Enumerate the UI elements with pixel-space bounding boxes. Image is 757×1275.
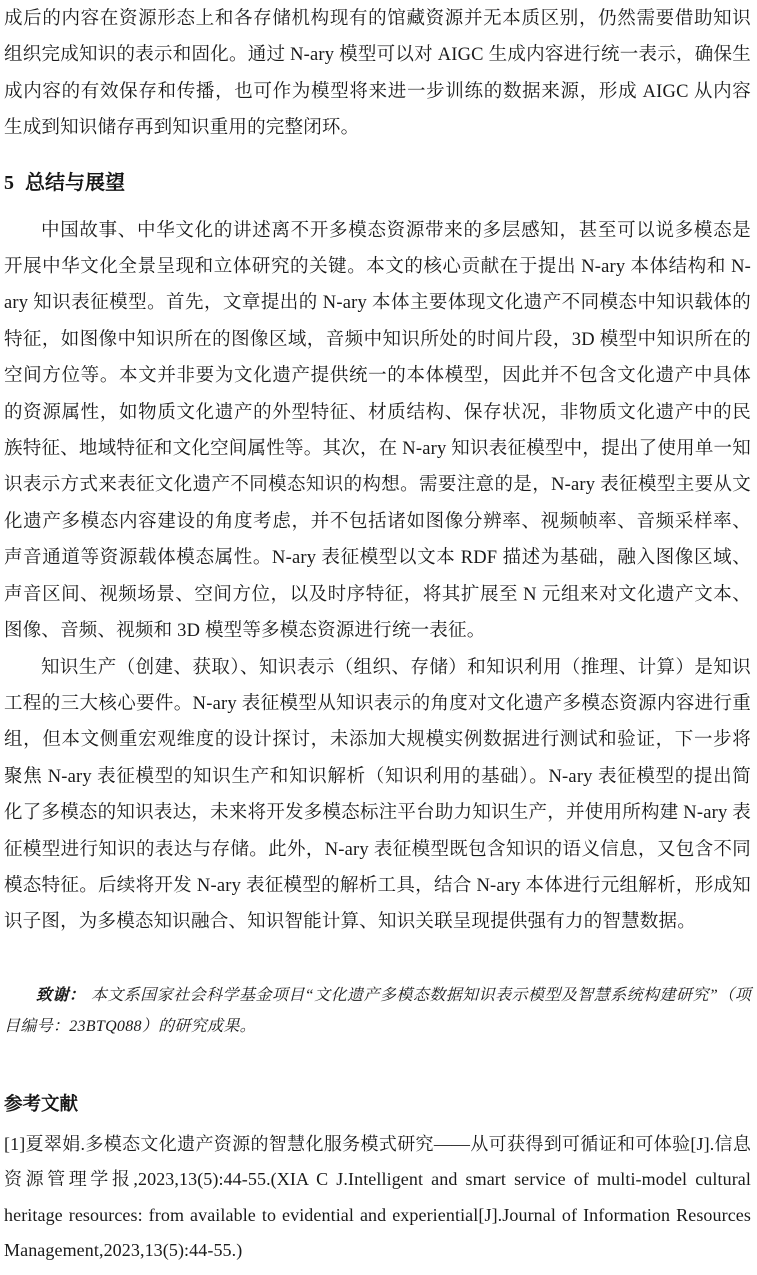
section-title: 总结与展望: [25, 171, 125, 194]
reference-entry-1: [1]夏翠娟.多模态文化遗产资源的智慧化服务模式研究——从可获得到可循证和可体验[J].信息资源管理学报,2023,13(5):44-55.(XIA C J.Intelligent and smart service of multi-model cultural heritage resources: from available to evidential and experiential[J].Journal of Information Resources Management,2023,13(5):44-55.): [4, 1133, 751, 1261]
acknowledgement-label: 致谢：: [36, 986, 86, 1004]
paragraph-summary-2: 知识生产（创建、获取）、知识表示（组织、存储）和知识利用（推理、计算）是知识工程的三大核心要件。N-ary 表征模型从知识表示的角度对文化遗产多模态资源内容进行重组，但本文侧重宏观维度的设计探讨，未添加大规模实例数据进行测试和验证，下一步将聚焦 N-ary 表征模型的知识生产和知识解析（知识利用的基础）。N-ary 表征模型的提出简化了多模态的知识表达，未来将开发多模态标注平台助力知识生产，并使用所构建 N-ary 表征模型进行知识的表达与存储。此外，N-ary 表征模型既包含知识的语义信息，又包含不同模态特征。后续将开发 N-ary 表征模型的解析工具，结合 N-ary 本体进行元组解析，形成知识子图，为多模态知识融合、知识智能计算、知识关联呈现提供强有力的智慧数据。: [4, 657, 751, 933]
paragraph-aigc-continuation: 成后的内容在资源形态上和各存储机构现有的馆藏资源并无本质区别，仍然需要借助知识组织完成知识的表示和固化。通过 N-ary 模型可以对 AIGC 生成内容进行统一表示，确保生成内容的有效保存和传播，也可作为模型将来进一步训练的数据来源，形成 AIGC 从内容生成到知识储存再到知识重用的完整闭环。: [4, 9, 751, 139]
paragraph-summary-1: 中国故事、中华文化的讲述离不开多模态资源带来的多层感知，甚至可以说多模态是开展中华文化全景呈现和立体研究的关键。本文的核心贡献在于提出 N-ary 本体结构和 N-ary 知识表征模型。首先，文章提出的 N-ary 本体主要体现文化遗产不同模态中知识载体的特征，如图像中知识所在的图像区域，音频中知识所处的时间片段，3D 模型中知识所在的空间方位等。本文并非要为文化遗产提供统一的本体模型，因此并不包含文化遗产中具体的资源属性，如物质文化遗产的外型特征、材质结构、保存状况，非物质文化遗产中的民族特征、地域特征和文化空间属性等。其次，在 N-ary 知识表征模型中，提出了使用单一知识表示方式来表征文化遗产不同模态知识的构想。需要注意的是，N-ary 表征模型主要从文化遗产多模态内容建设的角度考虑，并不包括诸如图像分辨率、视频帧率、音频采样率、声音通道等资源载体模态属性。N-ary 表征模型以文本 RDF 描述为基础，融入图像区域、声音区间、视频场景、空间方位，以及时序特征，将其扩展至 N 元组来对文化遗产文本、图像、音频、视频和 3D 模型等多模态资源进行统一表征。: [4, 220, 751, 642]
references-heading: 参考文献: [4, 1094, 79, 1115]
acknowledgement-paragraph: [4, 980, 751, 1043]
section-number: 5: [4, 171, 14, 194]
section-heading: [4, 169, 751, 197]
acknowledgement-text: 本文系国家社会科学基金项目“文化遗产多模态数据知识表示模型及智慧系统构建研究”（项目编号：23BTQ088）的研究成果。: [4, 986, 751, 1036]
